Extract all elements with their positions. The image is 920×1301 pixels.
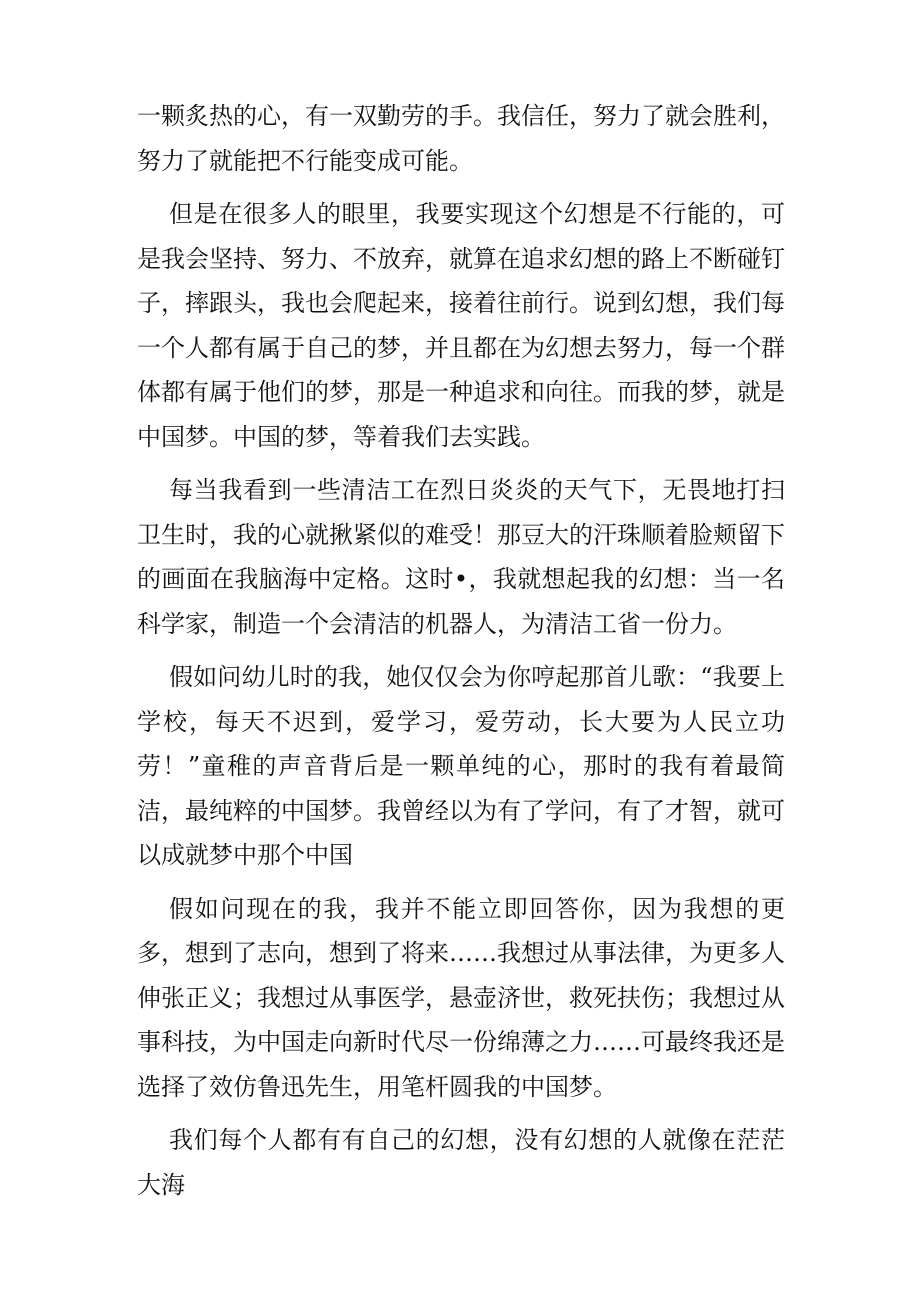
paragraph-6: 我们每个人都有有自己的幻想，没有幻想的人就像在茫茫大海 <box>137 1126 785 1199</box>
paragraph-5: 假如问现在的我，我并不能立即回答你，因为我想的更多，想到了志向，想到了将来……我想过从事法律，为更多人伸张正义；我想过从事医学，悬壶济世，救死扶伤；我想过从事科技，为中国走向新时代尽一份绵薄之力……可最终我还是选择了效仿鲁迅先生，用笔杆圆我的中国梦。 <box>137 894 785 1101</box>
paragraph-1: 一颗炙热的心，有一双勤劳的手。我信任，努力了就会胜利，努力了就能把不行能变成可能。 <box>137 102 785 175</box>
document-body <box>137 94 785 1216</box>
paragraph-4: 假如问幼儿时的我，她仅仅会为你哼起那首儿歌：“我要上学校，每天不迟到，爱学习，爱劳动，长大要为人民立功劳！”童稚的声音背后是一颗单纯的心，那时的我有着最简洁，最纯粹的中国梦。我曾经以为有了学问，有了才智，就可以成就梦中那个中国 <box>137 663 785 869</box>
paragraph-2: 但是在很多人的眼里，我要实现这个幻想是不行能的，可是我会坚持、努力、不放弃，就算在追求幻想的路上不断碰钉子，摔跟头，我也会爬起来，接着往前行。说到幻想，我们每一个人都有属于自己的梦，并且都在为幻想去努力，每一个群体都有属于他们的梦，那是一种追求和向往。而我的梦，就是中国梦。中国的梦，等着我们去实践。 <box>137 200 785 451</box>
paragraph-3: 每当我看到一些清洁工在烈日炎炎的天气下，无畏地打扫卫生时，我的心就揪紧似的难受！那豆大的汗珠顺着脸颊留下的画面在我脑海中定格。这时•，我就想起我的幻想：当一名科学家，制造一个会清洁的机器人，为清洁工省一份力。 <box>137 476 785 638</box>
